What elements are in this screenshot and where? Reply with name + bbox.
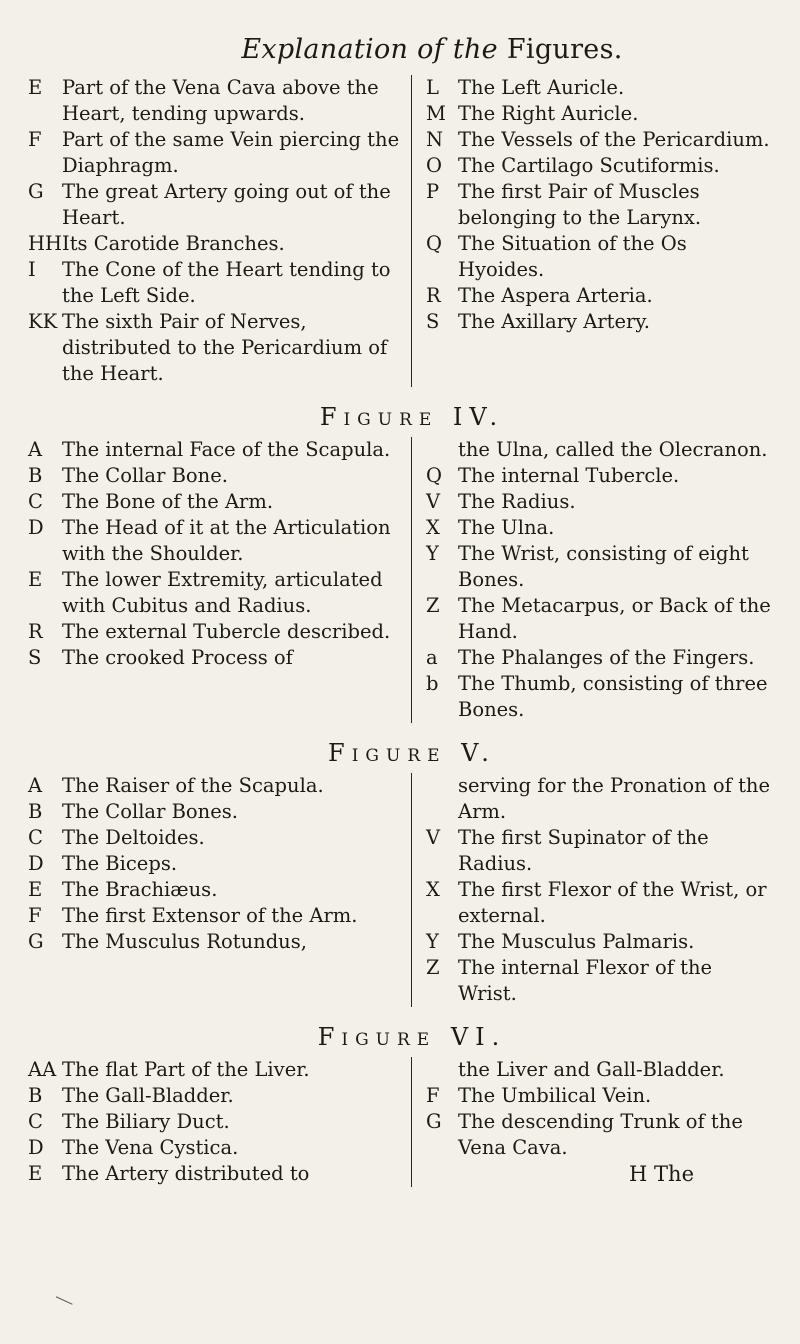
section-figure-6 xyxy=(28,1057,772,1187)
entry-text: The Bone of the Arm. xyxy=(62,490,274,513)
entry-key: C xyxy=(28,1110,43,1133)
entry xyxy=(426,1109,772,1161)
continued-text: the Liver and Gall-Bladder. xyxy=(458,1058,725,1081)
entry-text: The Vena Cystica. xyxy=(62,1136,239,1159)
right-column xyxy=(412,75,772,387)
entry xyxy=(28,1083,401,1109)
entry-text: The Cone of the Heart tending to the Left Side. xyxy=(62,258,391,307)
entry xyxy=(28,179,401,231)
entry-text: The Ulna. xyxy=(458,516,555,539)
entry-text: The Right Auricle. xyxy=(458,102,639,125)
entry-key: A xyxy=(28,774,43,797)
entry-text: The crooked Process of xyxy=(62,646,293,669)
entry-key: Q xyxy=(426,464,442,487)
entry-key: G xyxy=(28,930,44,953)
entry-key: B xyxy=(28,800,43,823)
entry-text: The Situation of the Os Hyoides. xyxy=(458,232,687,281)
entry-key: I xyxy=(28,258,36,281)
entry xyxy=(426,593,772,645)
entry-key: F xyxy=(426,1084,440,1107)
entry xyxy=(28,1135,401,1161)
figure-4-heading: Figure IV. xyxy=(319,403,505,431)
stray-mark xyxy=(55,1296,72,1305)
entry-key: V xyxy=(426,826,441,849)
entry-text: The first Supinator of the Radius. xyxy=(458,826,709,875)
entry-key: V xyxy=(426,490,441,513)
entry xyxy=(28,75,401,127)
left-column xyxy=(28,1057,412,1187)
entry-key: Y xyxy=(426,930,439,953)
entry xyxy=(28,515,401,567)
entry xyxy=(426,283,772,309)
entry-key: Q xyxy=(426,232,442,255)
entry-text: Its Carotide Branches. xyxy=(62,232,285,255)
entry-text: The Radius. xyxy=(458,490,576,513)
entry xyxy=(28,903,401,929)
entry-key: X xyxy=(426,878,440,901)
entry xyxy=(426,825,772,877)
entry-text: The first Pair of Muscles belonging to the Larynx. xyxy=(458,180,702,229)
entry-key: R xyxy=(426,284,441,307)
entry-text: The Cartilago Scutiformis. xyxy=(458,154,720,177)
entry-key: F xyxy=(28,904,42,927)
entry xyxy=(28,1057,401,1083)
entry-text: The Raiser of the Scapula. xyxy=(62,774,324,797)
running-head-prefix: Explanation of the xyxy=(241,34,498,65)
entry-text: The internal Flexor of the Wrist. xyxy=(458,956,713,1005)
figure-5-heading: Figure V. xyxy=(328,739,496,767)
entry-key: G xyxy=(28,180,44,203)
entry-text: The Biceps. xyxy=(62,852,178,875)
entry-key: KK xyxy=(28,310,58,333)
catchword: H The xyxy=(629,1162,694,1186)
right-column xyxy=(412,773,772,1007)
entry xyxy=(426,463,772,489)
entry-text: The Left Auricle. xyxy=(458,76,625,99)
entry xyxy=(28,1109,401,1135)
running-head-suffix: Figures. xyxy=(506,34,623,65)
entry xyxy=(426,75,772,101)
entry-text: The flat Part of the Liver. xyxy=(62,1058,310,1081)
entry-text: The Axillary Artery. xyxy=(458,310,650,333)
entry xyxy=(426,231,772,283)
entry xyxy=(426,515,772,541)
entry-key: AA xyxy=(28,1058,57,1081)
entry xyxy=(28,877,401,903)
entry-text: Part of the Vena Cava above the Heart, tending upwards. xyxy=(62,76,379,125)
entry xyxy=(28,929,401,955)
entry-key: D xyxy=(28,852,44,875)
entry-text: The lower Extremity, articulated with Cubitus and Radius. xyxy=(62,568,383,617)
entry-text: The Phalanges of the Fingers. xyxy=(458,646,755,669)
entry-key: D xyxy=(28,1136,44,1159)
entry-text: The Brachiæus. xyxy=(62,878,218,901)
entry xyxy=(28,851,401,877)
entry xyxy=(28,773,401,799)
entry xyxy=(426,489,772,515)
entry xyxy=(28,825,401,851)
continued-text: serving for the Pronation of the Arm. xyxy=(458,774,770,823)
entry-key: Z xyxy=(426,956,440,979)
entry-text: The Biliary Duct. xyxy=(62,1110,230,1133)
entry-text: Part of the same Vein piercing the Diaphragm. xyxy=(62,128,400,177)
entry-key: E xyxy=(28,878,43,901)
entry-text: The sixth Pair of Nerves, distributed to the Pericardium of the Heart. xyxy=(62,310,388,385)
entry xyxy=(426,309,772,335)
entry xyxy=(426,153,772,179)
entry xyxy=(426,101,772,127)
entry xyxy=(28,309,401,387)
entry xyxy=(426,541,772,593)
entry-text: The Collar Bone. xyxy=(62,464,228,487)
entry-text: The Artery distributed to xyxy=(62,1162,310,1185)
entry-key: C xyxy=(28,826,43,849)
entry-key: R xyxy=(28,620,43,643)
entry xyxy=(28,127,401,179)
entry-text: The Musculus Palmaris. xyxy=(458,930,695,953)
entry-text: The descending Trunk of the Vena Cava. xyxy=(458,1110,743,1159)
section-figure-5 xyxy=(28,773,772,1007)
entry xyxy=(28,257,401,309)
entry-text: The Vessels of the Pericardium. xyxy=(458,128,770,151)
section-figure-4 xyxy=(28,437,772,723)
entry xyxy=(28,463,401,489)
entry xyxy=(28,231,401,257)
entry-text: The Umbilical Vein. xyxy=(458,1084,652,1107)
entry-text: The Gall-Bladder. xyxy=(62,1084,234,1107)
entry xyxy=(426,127,772,153)
figure-6-heading: Figure VI. xyxy=(317,1023,507,1051)
entry-text: The Aspera Arteria. xyxy=(458,284,653,307)
entry-text: The Collar Bones. xyxy=(62,800,238,823)
entry-key: Y xyxy=(426,542,439,565)
entry xyxy=(426,1083,772,1109)
entry-text: The first Extensor of the Arm. xyxy=(62,904,358,927)
left-column xyxy=(28,75,412,387)
entry-key: X xyxy=(426,516,440,539)
entry xyxy=(426,955,772,1007)
entry xyxy=(426,877,772,929)
entry-key: A xyxy=(28,438,43,461)
entry xyxy=(28,489,401,515)
entry xyxy=(28,1161,401,1187)
entry xyxy=(28,619,401,645)
entry-text: The great Artery going out of the Heart. xyxy=(62,180,391,229)
entry-key: C xyxy=(28,490,43,513)
entry xyxy=(426,179,772,231)
right-column xyxy=(412,1057,772,1187)
left-column xyxy=(28,773,412,1007)
continued-text: the Ulna, called the Olecranon. xyxy=(458,438,768,461)
entry-key: F xyxy=(28,128,42,151)
entry xyxy=(426,929,772,955)
right-column xyxy=(412,437,772,723)
entry-key: B xyxy=(28,1084,43,1107)
running-head xyxy=(92,34,772,65)
section-figure-3-cont xyxy=(28,75,772,387)
entry-key: E xyxy=(28,76,43,99)
entry-text: The first Flexor of the Wrist, or external. xyxy=(458,878,767,927)
entry xyxy=(426,671,772,723)
entry-text: The Head of it at the Articulation with the Shoulder. xyxy=(62,516,391,565)
entry-key: HH xyxy=(28,232,63,255)
entry-text: The Musculus Rotundus, xyxy=(62,930,307,953)
entry-text: The external Tubercle described. xyxy=(62,620,391,643)
entry-text: The internal Face of the Scapula. xyxy=(62,438,391,461)
entry-text: The Metacarpus, or Back of the Hand. xyxy=(458,594,771,643)
entry-key: N xyxy=(426,128,444,151)
entry-text: The Deltoides. xyxy=(62,826,205,849)
entry-key: E xyxy=(28,568,43,591)
entry-key: D xyxy=(28,516,44,539)
entry-text: The internal Tubercle. xyxy=(458,464,680,487)
entry-key: P xyxy=(426,180,440,203)
entry-text: The Thumb, consisting of three Bones. xyxy=(458,672,768,721)
entry-text: The Wrist, consisting of eight Bones. xyxy=(458,542,749,591)
entry-key: b xyxy=(426,672,439,695)
entry xyxy=(426,645,772,671)
entry-key: L xyxy=(426,76,439,99)
entry xyxy=(28,437,401,463)
entry-key: O xyxy=(426,154,442,177)
entry-key: M xyxy=(426,102,446,125)
entry-key: S xyxy=(426,310,440,333)
entry-key: a xyxy=(426,646,438,669)
entry-key: S xyxy=(28,646,42,669)
entry-key: E xyxy=(28,1162,43,1185)
entry-key: B xyxy=(28,464,43,487)
entry xyxy=(28,799,401,825)
entry xyxy=(28,645,401,671)
entry-key: Z xyxy=(426,594,440,617)
entry xyxy=(28,567,401,619)
entry-key: G xyxy=(426,1110,442,1133)
left-column xyxy=(28,437,412,723)
